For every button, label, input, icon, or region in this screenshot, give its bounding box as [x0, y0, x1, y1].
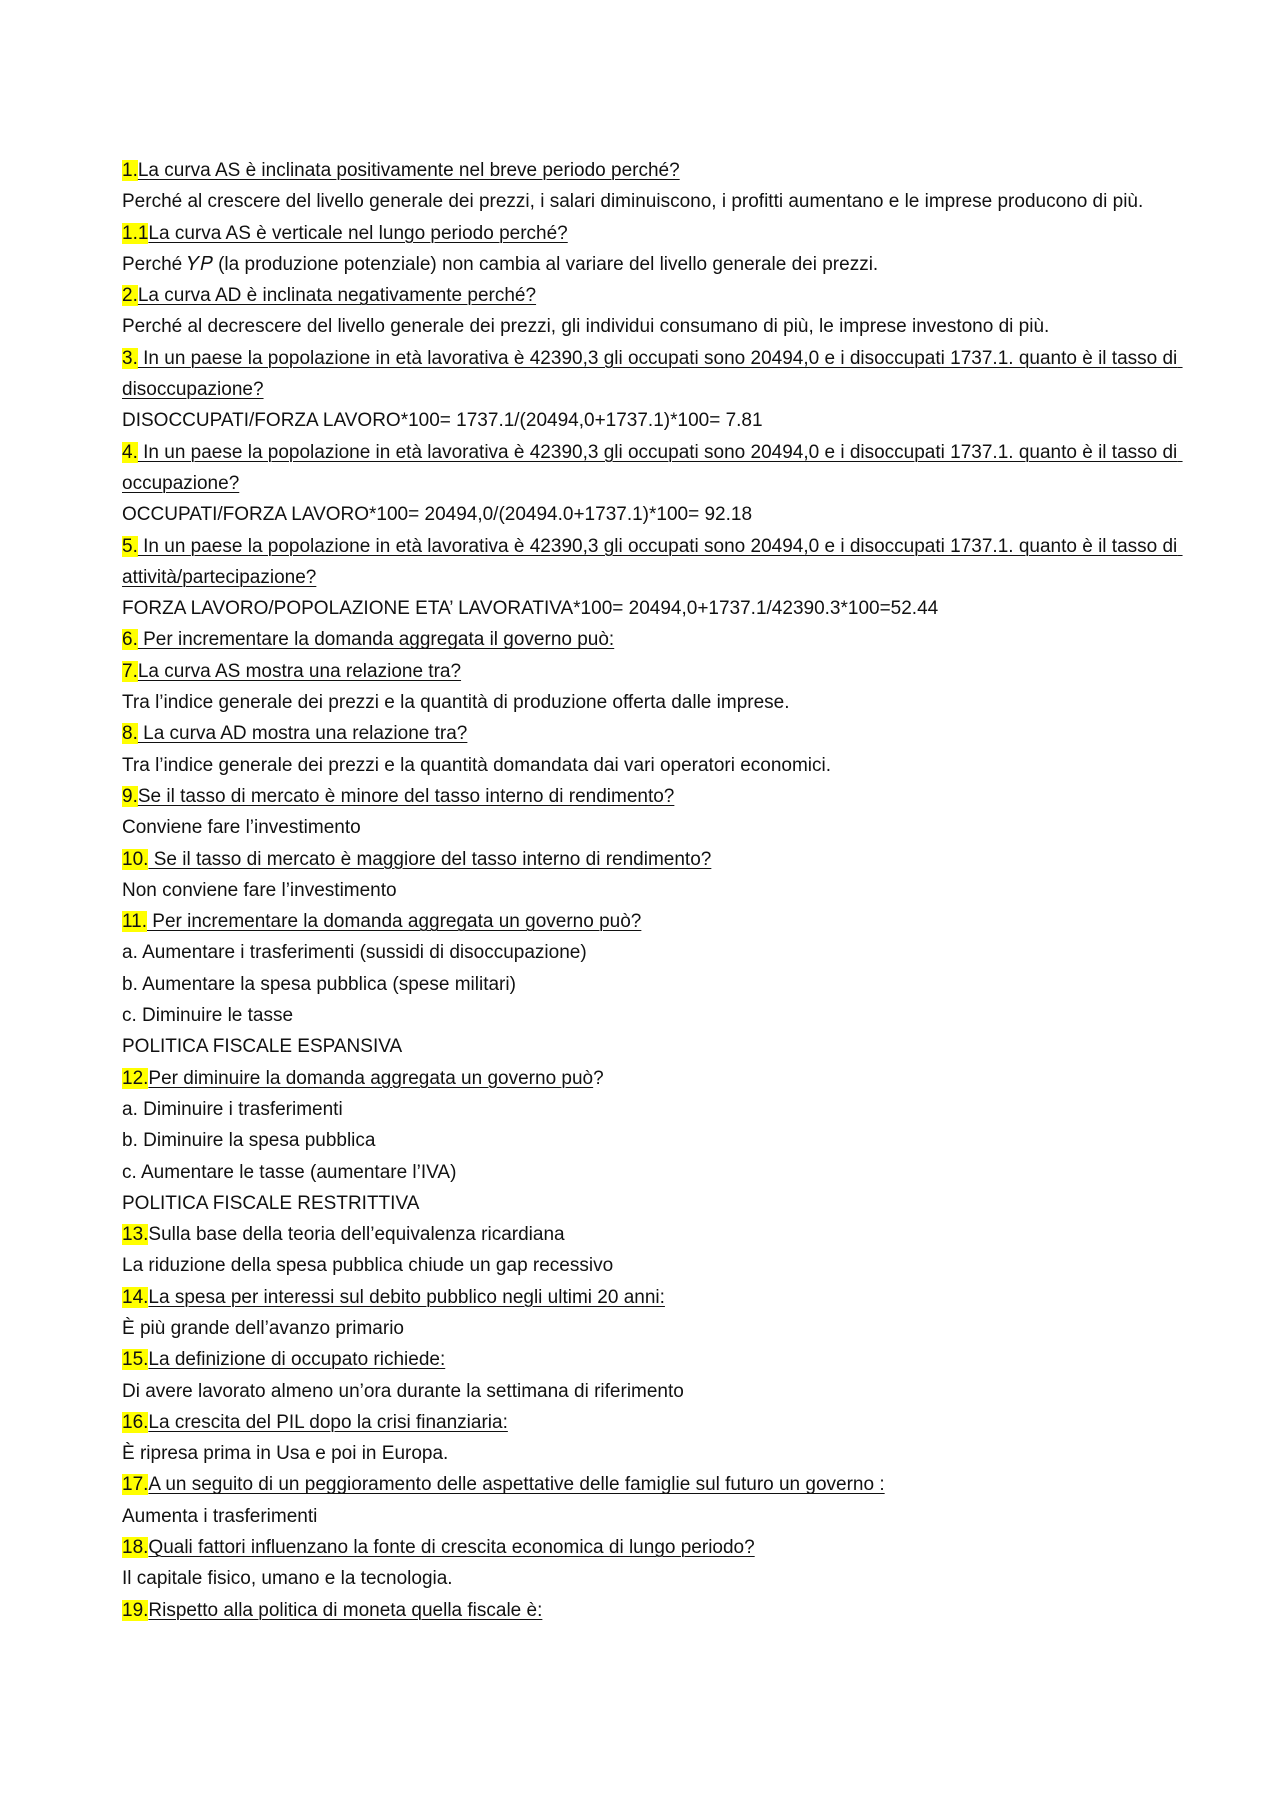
question-line [122, 155, 1182, 186]
answer-line [122, 405, 1182, 436]
answer-text: Non conviene fare l’investimento [122, 879, 397, 901]
question-number: 4. [122, 441, 138, 463]
question-number: 1. [122, 160, 138, 181]
answer-text: a. Aumentare i trasferimenti (sussidi di disoccupazione) [122, 942, 587, 964]
answer-line [122, 875, 1182, 906]
answer-line [122, 969, 1182, 1000]
question-number: 13. [122, 1224, 149, 1246]
question-number: 11. [122, 911, 148, 933]
answer-text: c. Diminuire le tasse [122, 1005, 294, 1027]
answer-line [122, 1563, 1182, 1594]
question-number: 5. [122, 535, 138, 557]
answer-line [122, 1157, 1182, 1188]
answer-text: FORZA LAVORO/POPOLAZIONE ETA’ LAVORATIVA*100= 20494,0+1737.1/42390.3*100=52.44 [122, 598, 939, 620]
question-line [122, 1063, 1182, 1094]
answer-line [122, 1000, 1182, 1031]
question-line [122, 1407, 1182, 1438]
question-number: 6. [122, 629, 138, 651]
answer-line [122, 812, 1182, 843]
question-text: Se il tasso di mercato è minore del tasso interno di rendimento? [137, 785, 675, 807]
answer-line [122, 186, 1182, 217]
question-line [122, 1595, 1182, 1626]
answer-text: Perché 𝑌𝑃 (la produzione potenziale) non cambia al variare del livello generale dei prezzi. [122, 253, 879, 275]
answer-line [122, 750, 1182, 781]
question-text: La curva AS mostra una relazione tra? [137, 660, 462, 682]
question-number: 1.1 [122, 222, 149, 244]
answer-text: Di avere lavorato almeno un’ora durante la settimana di riferimento [122, 1380, 684, 1402]
answer-text: b. Diminuire la spesa pubblica [122, 1130, 376, 1152]
answer-line [122, 1313, 1182, 1344]
document-page [122, 155, 1182, 1626]
question-text: Se il tasso di mercato è maggiore del tasso interno di rendimento? [148, 848, 712, 870]
question-number: 8. [122, 723, 138, 745]
question-number: 7. [122, 660, 138, 682]
question-line [122, 1219, 1182, 1250]
question-line [122, 1282, 1182, 1313]
question-number: 12. [122, 1067, 149, 1089]
answer-line [122, 499, 1182, 530]
answer-text: Aumenta i trasferimenti [122, 1505, 318, 1527]
question-text: La definizione di occupato richiede: [148, 1349, 446, 1371]
question-line [122, 844, 1182, 875]
answer-text: È più grande dell’avanzo primario [122, 1317, 404, 1339]
question-text: In un paese la popolazione in età lavorativa è 42390,3 gli occupati sono 20494,0 e i disoccupati 1737.1. quanto è il tasso di disoccupazione? [122, 347, 1183, 401]
question-line [122, 531, 1182, 594]
question-number: 2. [122, 285, 138, 307]
question-line [122, 1344, 1182, 1375]
question-text: A un seguito di un peggioramento delle aspettative delle famiglie sul futuro un governo : [148, 1474, 885, 1496]
answer-text: Perché al crescere del livello generale dei prezzi, i salari diminuiscono, i profitti aumentano e le imprese producono di più. [122, 191, 1144, 213]
answer-text: La riduzione della spesa pubblica chiude un gap recessivo [122, 1255, 614, 1277]
answer-line [122, 1250, 1182, 1281]
document-lines [122, 155, 1182, 1626]
answer-line [122, 1031, 1182, 1062]
answer-line [122, 1501, 1182, 1532]
question-text: Per incrementare la domanda aggregata il governo può: [137, 629, 615, 651]
answer-line [122, 1376, 1182, 1407]
question-line [122, 718, 1182, 749]
question-number: 3. [122, 347, 138, 369]
answer-text: Il capitale fisico, umano e la tecnologia. [122, 1568, 453, 1590]
question-text: Per diminuire la domanda aggregata un governo può [148, 1067, 594, 1089]
question-number: 10. [122, 848, 149, 870]
question-text: La curva AD è inclinata negativamente perché? [137, 285, 537, 307]
question-text: La curva AS è inclinata positivamente nel breve periodo perché? [137, 160, 680, 181]
question-text: Quali fattori influenzano la fonte di crescita economica di lungo periodo? [148, 1537, 755, 1559]
question-number: 16. [122, 1411, 149, 1433]
question-text: In un paese la popolazione in età lavorativa è 42390,3 gli occupati sono 20494,0 e i disoccupati 1737.1. quanto è il tasso di attività/partecipazione? [122, 535, 1183, 588]
answer-line [122, 937, 1182, 968]
question-number: 17. [122, 1474, 149, 1496]
question-number: 9. [122, 785, 138, 807]
answer-line [122, 1438, 1182, 1469]
answer-line [122, 1188, 1182, 1219]
question-text: La spesa per interessi sul debito pubblico negli ultimi 20 anni: [148, 1286, 665, 1308]
answer-line [122, 311, 1182, 342]
question-line [122, 1532, 1182, 1563]
question-text: In un paese la popolazione in età lavorativa è 42390,3 gli occupati sono 20494,0 e i disoccupati 1737.1. quanto è il tasso di occupazione? [122, 441, 1183, 494]
question-number: 14. [122, 1286, 149, 1308]
question-text: La curva AD mostra una relazione tra? [137, 723, 468, 745]
question-line [122, 280, 1182, 311]
question-line [122, 624, 1182, 655]
question-text: Per incrementare la domanda aggregata un governo può? [147, 911, 642, 933]
answer-line [122, 593, 1182, 624]
question-number: 18. [122, 1537, 149, 1559]
question-line [122, 906, 1182, 937]
question-number: 19. [122, 1599, 149, 1621]
answer-text: POLITICA FISCALE ESPANSIVA [122, 1036, 403, 1058]
answer-text: a. Diminuire i trasferimenti [122, 1098, 343, 1120]
question-text: La crescita del PIL dopo la crisi finanziaria: [148, 1411, 508, 1433]
answer-line [122, 1125, 1182, 1156]
answer-text: OCCUPATI/FORZA LAVORO*100= 20494,0/(20494.0+1737.1)*100= 92.18 [122, 504, 753, 526]
answer-text: Tra l’indice generale dei prezzi e la quantità di produzione offerta dalle imprese. [122, 692, 790, 714]
answer-line [122, 249, 1182, 280]
answer-text: È ripresa prima in Usa e poi in Europa. [122, 1443, 449, 1465]
answer-text: Conviene fare l’investimento [122, 817, 361, 839]
question-line [122, 437, 1182, 500]
question-line [122, 343, 1182, 406]
question-line [122, 1469, 1182, 1500]
question-text: Rispetto alla politica di moneta quella fiscale è: [148, 1599, 543, 1621]
question-line [122, 781, 1182, 812]
answer-text: Perché al decrescere del livello generale dei prezzi, gli individui consumano di più, le imprese investono di più. [122, 316, 1050, 338]
question-number: 15. [122, 1349, 149, 1371]
answer-line [122, 687, 1182, 718]
question-line [122, 218, 1182, 249]
answer-text: Tra l’indice generale dei prezzi e la quantità domandata dai vari operatori economici. [122, 754, 832, 776]
answer-line [122, 1094, 1182, 1125]
answer-text: POLITICA FISCALE RESTRITTIVA [122, 1192, 420, 1214]
question-text: La curva AS è verticale nel lungo periodo perché? [148, 222, 568, 244]
question-line [122, 656, 1182, 687]
question-text: Sulla base della teoria dell’equivalenza ricardiana [148, 1224, 565, 1246]
answer-text: c. Aumentare le tasse (aumentare l’IVA) [122, 1161, 457, 1183]
answer-text: DISOCCUPATI/FORZA LAVORO*100= 1737.1/(20494,0+1737.1)*100= 7.81 [122, 410, 763, 432]
answer-text: b. Aumentare la spesa pubblica (spese militari) [122, 973, 516, 995]
question-tail: ? [593, 1067, 604, 1089]
